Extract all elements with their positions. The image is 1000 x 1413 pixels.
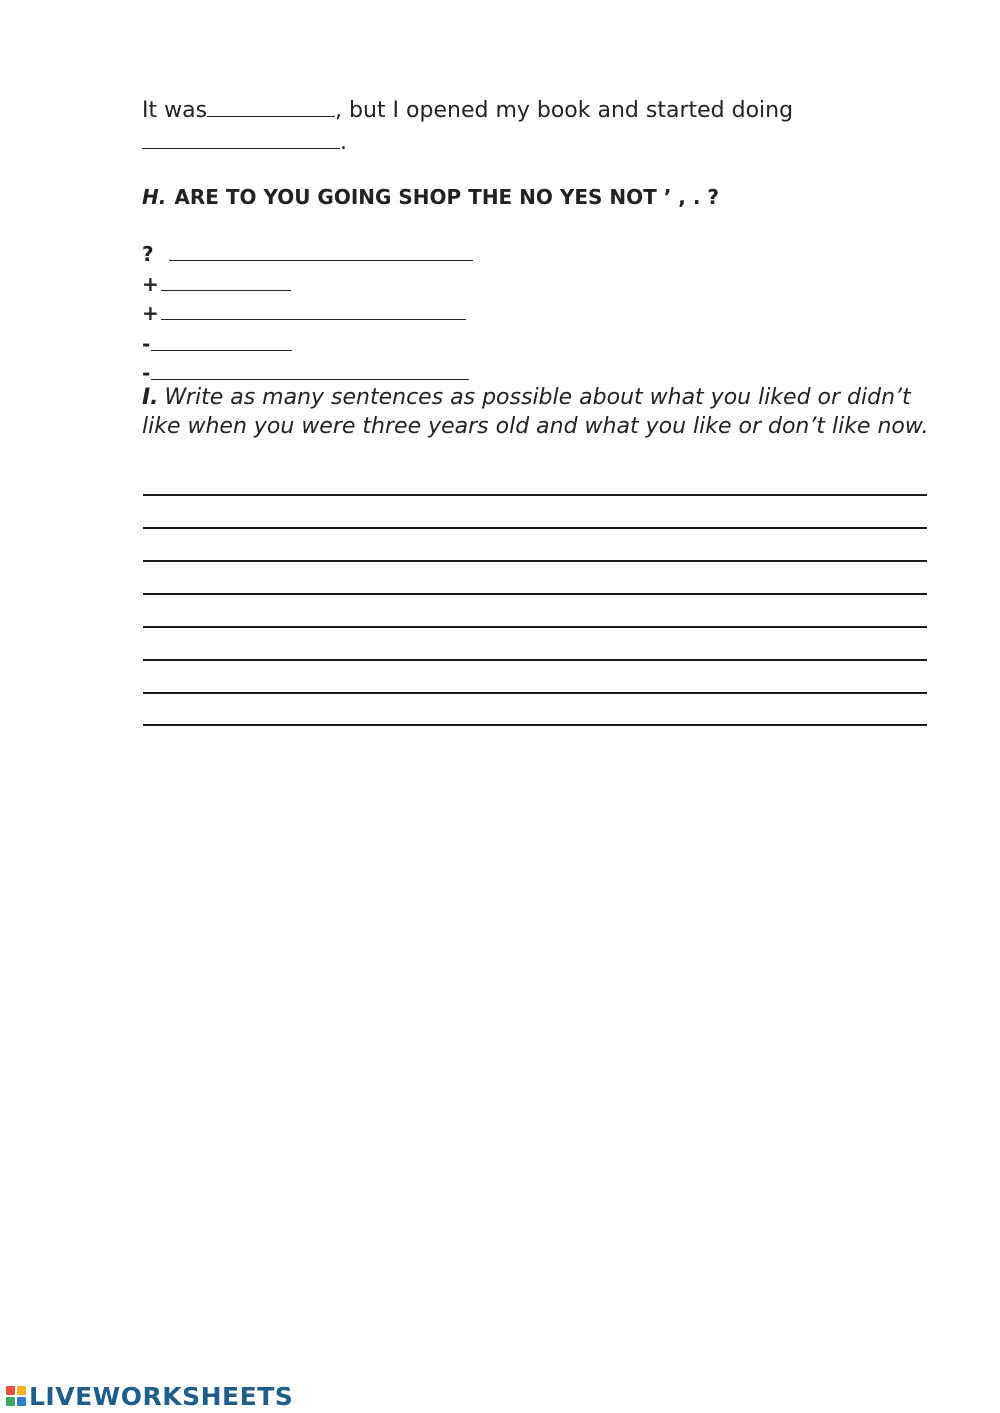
writing-line-4[interactable] [143,593,927,595]
answer-row-1 [142,240,473,268]
logo-cubes-icon [6,1386,26,1406]
section-i-letter: I. [142,385,159,410]
answer-line-2[interactable] [161,270,291,291]
section-i-text: Write as many sentences as possible about what you liked or didn’t like when you were three years old and what you like or don’t like now. [142,385,929,439]
writing-line-2[interactable] [143,527,927,529]
answer-row-2 [142,270,291,298]
sentence-text-middle: , but I opened my book and started doing [335,98,794,123]
answer-symbol-minus: - [142,361,151,385]
answer-line-1[interactable] [169,240,473,261]
section-h-heading [142,183,719,211]
answer-line-3[interactable] [161,299,466,320]
logo-cube [6,1397,15,1406]
logo-text: LIVEWORKSHEETS [29,1381,294,1411]
sentence-text-end: . [340,130,347,155]
answer-symbol-question: ? [142,242,154,266]
section-h-letter: H. [142,185,167,209]
section-h-prompt: ARE TO YOU GOING SHOP THE NO YES NOT ’ , . ? [174,185,720,209]
writing-line-1[interactable] [143,494,927,496]
logo-cube [6,1386,15,1395]
writing-line-3[interactable] [143,560,927,562]
sentence-text-start: It was [142,98,208,123]
writing-line-5[interactable] [143,626,927,628]
answer-line-4[interactable] [151,330,292,351]
writing-line-6[interactable] [143,659,927,661]
section-i-instruction [142,383,932,441]
writing-line-8[interactable] [143,724,927,726]
answer-row-4 [142,330,292,358]
logo-cube [17,1397,26,1406]
answer-symbol-minus: - [142,332,151,356]
answer-row-3 [142,299,466,327]
blank-2[interactable] [142,126,340,149]
answer-symbol-plus: + [142,272,159,296]
liveworksheets-logo[interactable] [6,1380,293,1412]
sentence-line-2 [142,126,347,158]
logo-cube [17,1386,26,1395]
answer-symbol-plus: + [142,301,159,325]
answer-line-5[interactable] [151,359,469,380]
writing-line-7[interactable] [143,692,927,694]
blank-1[interactable] [207,94,335,117]
sentence-line-1 [142,94,793,126]
